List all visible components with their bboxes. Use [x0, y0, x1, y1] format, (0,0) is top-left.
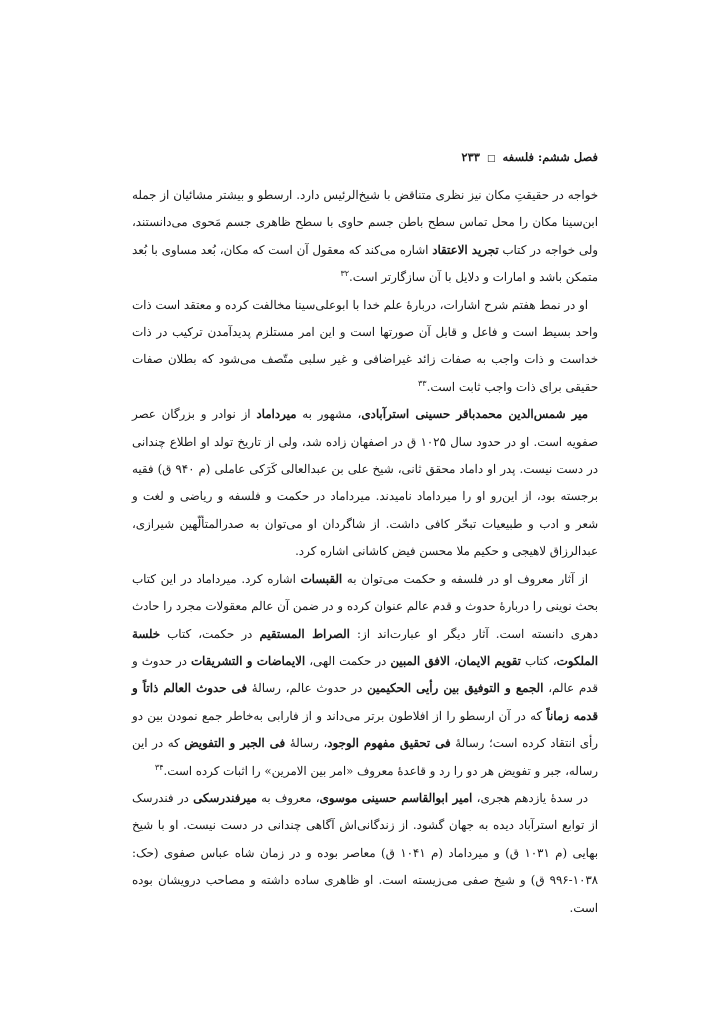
running-header: [132, 150, 598, 164]
emphasized-term: فی تحقیق مفهوم الوجود: [327, 736, 451, 751]
text-run: در سدهٔ یازدهم هجری،: [472, 790, 588, 805]
text-run: ، مشهور به: [296, 407, 362, 422]
text-run: ، کتاب: [520, 653, 557, 668]
emphasized-term: القبسات: [300, 571, 343, 586]
emphasized-term: تقویم الایمان: [457, 653, 521, 668]
text-run: که در آن ارسطو را از افلاطون برتر می‌داند و از فارابی به‌خاطر جمع نمودن بین دو رأی انتقاد کرده است؛ رسالهٔ: [132, 708, 598, 751]
text-run: در فندرسک از توابع استرآباد دیده به جهان گشود. از زندگانی‌اش آگاهی چندانی در دست نیست. او با شیخ بهایی (م ۱۰۳۱ ق) و میرداماد (م ۱۰۴۱ ق) معاصر بوده و در زمان شاه عباس صفوی (حک: ۱۰۳۸-۹۹۶ ق) و شیخ صفی می‌زیسته است. او ظاهری ساده داشته و مصاحب درویشان بوده است.: [132, 790, 598, 915]
emphasized-term: فی حدوث العالم ذاتاً و قدمه زماناً: [132, 681, 598, 723]
text-run: اشاره می‌کند که معقول آن است که مکان، بُعد مساوی با بُعد متمکن باشد و امارات و دلایل با آن سازگارتر است.: [132, 242, 598, 285]
header-separator: □: [486, 154, 496, 164]
text-run: در حکمت الهی،: [305, 653, 391, 668]
emphasized-term: میرداماد: [256, 407, 297, 422]
text-run: ، رسالهٔ: [285, 736, 328, 751]
emphasized-term: الجمع و التوفیق بین رأیی الحکیمین: [367, 681, 544, 696]
text-run: از نوادر و بزرگان عصر صفویه است. او در حدود سال ۱۰۲۵ ق در اصفهان زاده شد، ولی از تاریخ تولد او اطلاع چندانی در دست نیست. پدر او داماد محقق ثانی، شیخ علی بن عبدالعالی کَرَکی عاملی (م ۹۴۰ ق) فقیه برجسته بود، از این‌رو او را میرداماد نامیدند. میرداماد در حکمت و فلسفه و ریاضی و لغت و شعر و ادب و طبیعیات تبحّر کافی داشت. از شاگردان او می‌توان به صدرالمتألّهین شیرازی، عبدالرزاق لاهیجی و حکیم ملا محسن فیض کاشانی اشاره کرد.: [132, 407, 599, 559]
text-run: که در این رساله، جبر و تفویض هر دو را رد و قاعدهٔ معروف «امر بین الامرین» را اثبات کرده است.: [132, 736, 598, 778]
footnote-ref: ۳۴: [154, 762, 164, 772]
paragraph: [132, 292, 598, 402]
body-text: [132, 182, 598, 922]
emphasized-term: امیر ابوالقاسم حسینی موسوی: [319, 790, 473, 805]
paragraph: [132, 566, 598, 785]
emphasized-term: الافق المبین: [390, 653, 450, 668]
text-run: اشاره کرد. میرداماد در این کتاب بحث نوینی را دربارهٔ حدوث و قدم عالم عنوان کرده و در ضمن آن عالم معقولات مجرد را حادث دهری دانسته است. آثار دیگر او عبارت‌اند از:: [132, 571, 598, 641]
emphasized-term: میر شمس‌الدین محمدباقر حسینی استرآبادی: [361, 407, 588, 422]
text-run: در حدوث و قدم عالم،: [132, 653, 599, 696]
emphasized-term: میرفندرسکی: [193, 790, 257, 805]
footnote-ref: ۳۳: [418, 378, 427, 388]
text-run: ،: [449, 653, 458, 668]
page-number: ۲۳۳: [461, 150, 480, 164]
text-run: از آثار معروف او در فلسفه و حکمت می‌توان به: [342, 571, 589, 586]
emphasized-term: تجرید الاعتقاد: [432, 242, 499, 257]
chapter-title: فصل ششم: فلسفه: [502, 150, 598, 164]
text-run: او در نمط هفتم شرح اشارات، دربارهٔ علم خدا با ابوعلی‌سینا مخالفت کرده و معتقد است ذات واحد بسیط است و فاعل و قابل آن صورتها است و این امر مستلزم پدیدآمدن ترکیب در ذات خداست و ذات واجب به صفات زائد غیراضافی و غیر سلبی متّصف می‌شود که بطلان صفات حقیقی برای ذات واجب ثابت است.: [132, 297, 598, 394]
footnote-ref: ۳۲: [340, 269, 350, 279]
text-run: خواجه در حقیقتِ مکان نیز نظری متناقض با شیخ‌الرئیس دارد. ارسطو و بیشتر مشائیان از جمله ابن‌سینا مکان را محل تماس سطح باطن جسم حاوی با سطح ظاهری جسم مَحوی می‌دانستند، ولی خواجه در کتاب: [132, 188, 599, 257]
text-run: در حدوث عالم، رسالهٔ: [247, 681, 368, 696]
text-run: در حکمت، کتاب: [160, 626, 260, 641]
page-body: [132, 150, 598, 922]
paragraph: [132, 785, 598, 922]
emphasized-term: فی الجبر و التفویض: [184, 736, 286, 751]
paragraph: [132, 182, 598, 292]
paragraph: [132, 401, 598, 565]
text-run: ، معروف به: [256, 790, 320, 805]
emphasized-term: الایماضات و التشریقات: [190, 653, 306, 668]
emphasized-term: خلسة الملکوت: [132, 626, 598, 668]
emphasized-term: الصراط المستقیم: [259, 626, 350, 641]
